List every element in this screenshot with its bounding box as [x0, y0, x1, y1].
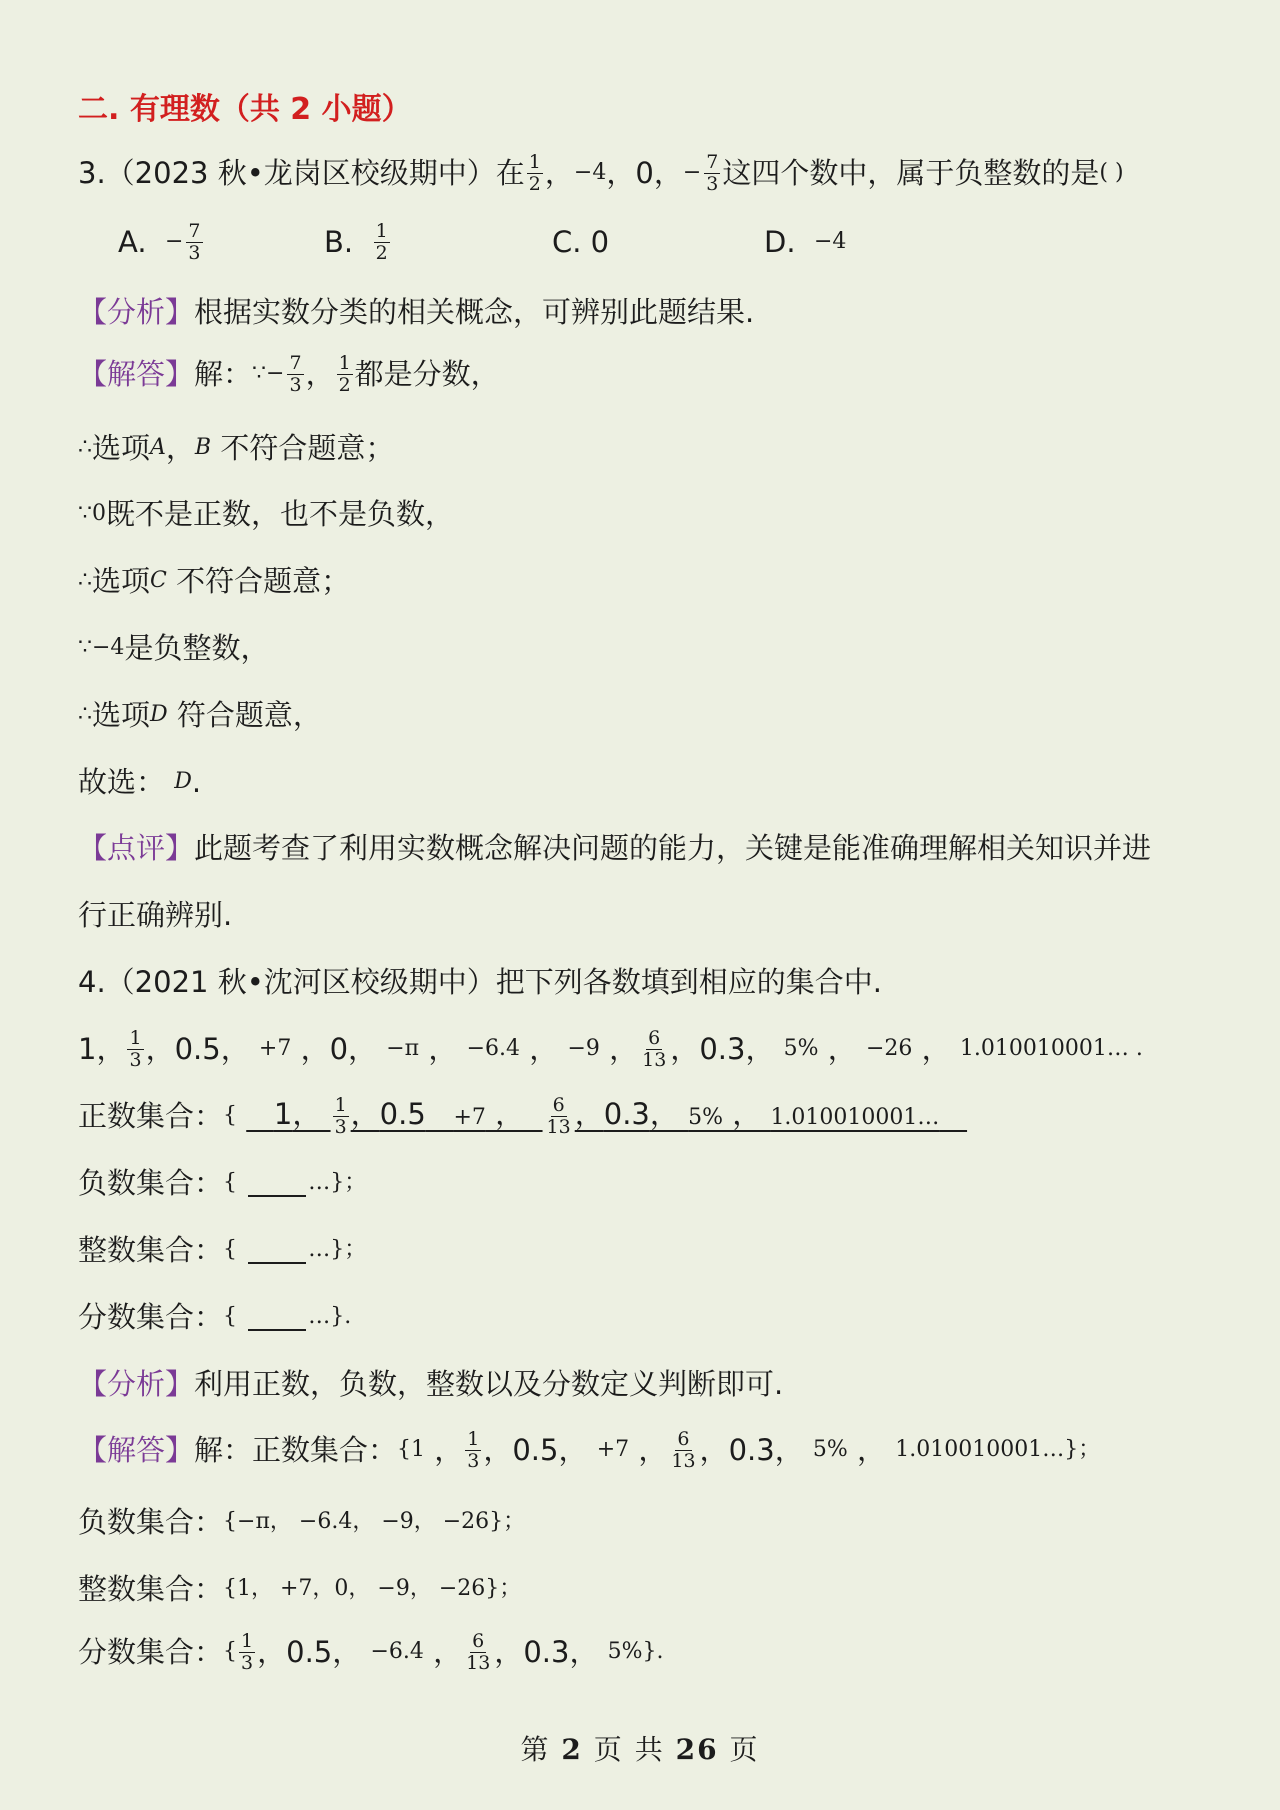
fraction-one-half: $\frac{1}{2}$ — [528, 150, 541, 195]
q3-stem: 3.（2023 秋•龙岗区校级期中）在 $\frac{1}{2}$ ， −4 ， 0 ， − $\frac{7}{3}$ 这四个数中，属于负整数的是 ( ) — [78, 150, 1124, 195]
fraction-seven-thirds: $\frac{7}{3}$ — [706, 150, 719, 195]
page-footer: 第 2 页 共 26 页 — [520, 1733, 760, 1766]
q3-solution-line-2: ∴ 选项 A ， B 不符合题意； — [78, 431, 395, 465]
option-c[interactable]: C. 0 — [552, 225, 610, 259]
answer-paren: ( ) — [1099, 160, 1124, 185]
q4-positive-set: 正数集合： { 1， $\frac{1}{3}$ ，0.5 +7 ， $\frac{6}{13}$ ，0.3， 5% ， 1.010010001… — [78, 1096, 967, 1136]
integer-set-blank[interactable] — [248, 1236, 306, 1264]
q4-number-list: 1 ， $\frac{1}{3}$ ， 0.5 ， +7 ， 0 ， −π ， −6.4 ， −9 ， $\frac{6}{13}$ ， 0.3 ， 5% ， −26 ， 1.010010001… . — [78, 1026, 1143, 1071]
current-page: 2 — [561, 1733, 583, 1766]
q4-negative-set: 负数集合： { …}； — [78, 1166, 367, 1200]
q4-solution-fraction: 分数集合： { $\frac{1}{3}$ ， 0.5 ， −6.4 ， $\frac{6}{13}$ ， 0.3 ， 5%}. — [78, 1629, 664, 1674]
q3-solution-line-4: ∴ 选项 C 不符合题意； — [78, 564, 351, 598]
q3-solution-line-5: ∵ −4 是负整数， — [78, 631, 270, 665]
section-heading: 二. 有理数（共 2 小题） — [78, 92, 412, 127]
q4-stem: 4.（2021 秋•沈河区校级期中）把下列各数填到相应的集合中. — [78, 965, 883, 999]
q4-solution-positive: 【解答】 解：正数集合： { 1 ， $\frac{1}{3}$ ， 0.5 ， +7 ， $\frac{6}{13}$ ， 0.3 ， 5% ， 1.010010001…}； — [78, 1427, 1101, 1472]
q3-analysis: 【分析】 根据实数分类的相关概念，可辨别此题结果. — [78, 292, 754, 332]
q4-fraction-set: 分数集合： { …}. — [78, 1300, 352, 1334]
q4-integer-set: 整数集合： { …}； — [78, 1233, 367, 1267]
positive-set-answer[interactable]: 1， $\frac{1}{3}$ ，0.5 +7 ， $\frac{6}{13}$ ，0.3， 5% ， 1.010010001… — [273, 1093, 940, 1138]
q3-choose: 故选： D . — [78, 765, 202, 799]
value-neg4: −4 — [573, 160, 607, 185]
option-a[interactable]: A. − $\frac{7}{3}$ — [118, 219, 201, 264]
q4-solution-negative: 负数集合： {−π， −6.4， −9， −26}； — [78, 1505, 526, 1539]
value-zero: 0 — [635, 156, 654, 190]
q3-options — [78, 219, 1178, 264]
solution-tag: 【解答】 — [78, 357, 195, 391]
q4-analysis: 【分析】 利用正数，负数，整数以及分数定义判断即可. — [78, 1367, 784, 1401]
comment-tag: 【点评】 — [78, 831, 195, 865]
q3-comment-line-1: 【点评】 此题考查了利用实数概念解决问题的能力，关键是能准确理解相关知识并进 — [78, 828, 1151, 868]
q4-solution-integer: 整数集合： {1， +7，0， −9， −26}； — [78, 1572, 522, 1606]
q3-solution-line-3: ∵ 0 既不是正数，也不是负数， — [78, 497, 455, 531]
q3-stem-suffix: 这四个数中，属于负整数的是 — [722, 156, 1100, 190]
total-pages: 26 — [675, 1733, 719, 1766]
q3-solution-line-1: 【解答】 解： ∵ − $\frac{7}{3}$ ， $\frac{1}{2}$ 都是分数， — [78, 351, 500, 396]
q3-stem-prefix: 3.（2023 秋•龙岗区校级期中）在 — [78, 156, 525, 190]
option-b[interactable]: B. $\frac{1}{2}$ — [324, 219, 388, 264]
q3-comment-line-2: 行正确辨别. — [78, 898, 233, 932]
analysis-tag: 【分析】 — [78, 295, 195, 329]
fraction-set-blank[interactable] — [248, 1303, 306, 1331]
option-d[interactable]: D. −4 — [764, 225, 847, 259]
q3-solution-line-6: ∴ 选项 D 符合题意， — [78, 698, 322, 732]
negative-set-blank[interactable] — [248, 1169, 306, 1197]
